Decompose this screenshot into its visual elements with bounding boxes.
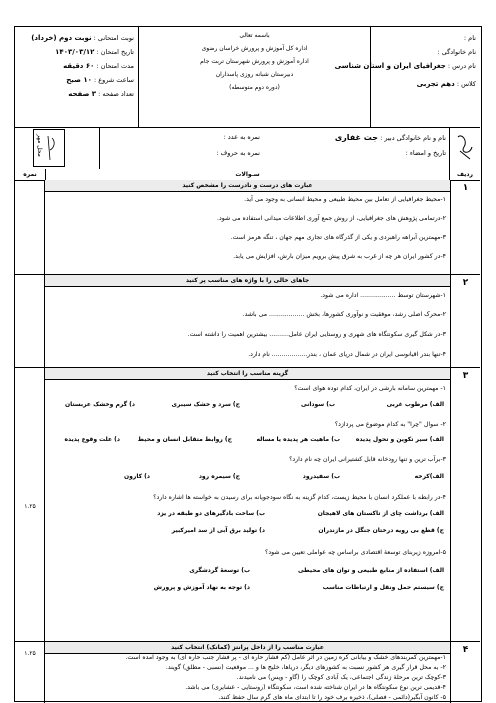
mcq-option[interactable]: ج) سرد و خشک سیبری: [171, 401, 240, 408]
mcq-option[interactable]: د) گرم وخشک عربستان: [64, 401, 135, 408]
question-1: [15, 180, 480, 275]
question-score: [15, 368, 45, 641]
exam-duration: مدت امتحان : ۶۰ دقیقه: [63, 62, 134, 70]
fill-blank-item: ۱-شهرستان توسط .................. اداره می شود.: [320, 292, 446, 299]
statement: ۱-محیط جغرافیایی از تعامل بین محیط طبیعی و محیط انسانی به وجود می آید.: [244, 196, 446, 203]
student-info: [334, 27, 480, 127]
fill-blank-item: ۳-در شکل گیری سکونتگاه های شهری و روستایی ایران عامل.......... بیشترین اهمیت را داشته است.: [187, 331, 446, 338]
mcq-option[interactable]: ب) سودانی: [301, 401, 335, 408]
question-title: عبارت مناسب را از داخل پرانتز (کمانک) انتخاب کنید: [45, 642, 450, 654]
stamp-label: محل مهر: [36, 134, 43, 157]
score-text-field[interactable]: نمره به حروف :: [216, 149, 260, 157]
school-line-2: اداره آموزش و پرورش شهرستان تربت جام: [200, 58, 309, 65]
signature-icon: [450, 127, 480, 169]
mcq-stem: ۱- مهمترین سامانه بارشی در ایران، کدام توده هوای است؟: [294, 385, 446, 392]
exam-start: ساعت شروع : ۱۰ صبح: [66, 76, 134, 84]
choice-statement: ۲- به محل قرار گیری هر کشور نسبت به کشورهای دیگر، دریاها، خلیج ها و ... موقعیت (نسبی - مطلق) گویند.: [165, 664, 446, 671]
fill-blank-item: ۲-محرک اصلی رشد، موفقیت و نوآوری کشورها، بخش .................. می باشد.: [242, 311, 446, 318]
mcq-option[interactable]: د) کارون: [124, 473, 150, 480]
exam-sheet: [14, 26, 482, 702]
score-number-field[interactable]: نمره به عدد :: [223, 133, 260, 141]
question-score: [15, 180, 45, 274]
mcq-option[interactable]: ج) قطع بی رویه درختان جنگل در مازندران: [318, 527, 444, 534]
mcq-option[interactable]: الف) استفاده از منابع طبیعی و توان های محیطی: [297, 567, 444, 574]
questions-column-header: سـوالات: [235, 171, 260, 178]
student-family-field[interactable]: نام خانوادگی :: [437, 48, 476, 56]
mcq-option[interactable]: الف) سیر تکوین و تحول پدیده: [355, 436, 444, 443]
exam-pages: تعداد صفحه : ۳ صفحه: [68, 90, 134, 98]
grading-row: [15, 127, 480, 170]
mcq-stem: ۲- سوال "چرا" به کدام موضوع می پردازد؟: [334, 421, 446, 428]
question-title: عبارت های درست و نادرست را مشخص کنید: [45, 180, 450, 192]
student-name-field[interactable]: نام :: [463, 34, 476, 42]
exam-turn: نوبت امتحانی : نوبت دوم (خرداد): [31, 34, 134, 42]
question-number: ۴: [450, 642, 480, 703]
stamp-area: [15, 127, 100, 169]
school-line-3: دبیرستان شبانه روزی پاسداران: [215, 71, 294, 78]
question-number: ۲: [450, 275, 480, 367]
mcq-option[interactable]: ب) ساخت بادگیرهای دو طبقه در یزد: [157, 510, 265, 517]
score-value: ۱.۲۵: [24, 503, 36, 510]
mcq-stem: ۵-امروزه زیربنای توسعۀ اقتصادی براساس چه عواملی تعیین می شود؟: [265, 549, 446, 556]
mcq-option[interactable]: ج) سیمره رود: [198, 473, 240, 480]
teacher-name: نام و نام خانوادگی دبیر : جت غفاری: [334, 133, 446, 142]
question-4: [15, 642, 480, 703]
mcq-option[interactable]: الف) برداشت چای از تاکستان های لاهیجان: [317, 510, 444, 517]
mcq-option[interactable]: ب) توسعۀ گردشگری: [189, 567, 250, 574]
course-name: نام درس : جغرافیای ایران و استان شناسی: [334, 62, 476, 70]
question-2: [15, 275, 480, 368]
question-title: گزینه مناسب را انتخاب کنید: [45, 368, 450, 380]
mcq-option[interactable]: ب) سفیدرود: [302, 473, 340, 480]
school-info: [138, 27, 370, 127]
fill-blank-item: ۴-تنها بندر اقیانوسی ایران در شمال دریای عمان ، بندر.................. نام دارد.: [248, 351, 446, 358]
exam-header: [15, 27, 480, 128]
statement: ۲-درتمامی پژوهش های جغرافیایی، از روش جمع آوری اطلاعات میدانی استفاده می شود.: [217, 215, 446, 222]
mcq-option[interactable]: د) تولید برق آبی از سد امیرکبیر: [171, 527, 265, 534]
choice-statement: ۵- کانون آبگیر(دائمی - فصلی)، ذخیره برف خود را تا ابتدای ماه های گرم سال حفظ کنند.: [218, 694, 446, 701]
choice-statement: ۱-مهمترین کمربندهای خشک و بیابانی کره زمین در اثر عامل (کم فشار حاره ای - پر فشار جنب حاره ای) به وجود آمده است.: [125, 654, 446, 661]
choice-statement: ۳-کوچک ترین مرحلۀ زندگی اجتماعی، یک آبادی کوچک را (گاو - ویس) می نامیدند.: [236, 674, 446, 681]
question-score: [15, 642, 45, 703]
question-title: جاهای خالی را با واژه های مناسب پر کنید: [45, 275, 450, 287]
mcq-option[interactable]: ج) سیستم حمل ونقل و ارتباطات مناسب: [322, 584, 444, 591]
statement: ۴-در کشور ایران هر چه از غرب به شرق پیش برویم میزان بارش، افزایش می یابد.: [233, 253, 446, 260]
exam-info: [15, 27, 138, 127]
school-line-1: اداره کل آموزش و پرورش خراسان رضوی: [201, 45, 308, 52]
mcq-option[interactable]: ب) ماهیت هر پدیده یا مساله: [256, 436, 340, 443]
mcq-option[interactable]: ج) روابط متقابل انسان و محیط: [137, 436, 232, 443]
school-line-4: (دوره دوم متوسطه): [229, 84, 280, 91]
question-number: ۳: [450, 368, 480, 641]
stamp-box: [33, 129, 65, 167]
mcq-option[interactable]: الف) مرطوب غربی: [386, 401, 444, 408]
question-number: ۱: [450, 180, 480, 274]
date-signature-field[interactable]: تاریخ و امضاء :: [405, 149, 446, 157]
row-column-header: ردیف: [449, 169, 480, 180]
teacher-info: [99, 127, 450, 169]
signature-mark: [449, 127, 480, 169]
exam-date: تاریخ امتحان : ۱۴۰۳/۰۳/۱۲: [55, 48, 134, 56]
score-column-header: نمره: [15, 169, 46, 180]
statement: ۳-مهمترین آبراهه راهبردی و یکی از گذرگاه های تجاری مهم جهان ، تنگه هرمز است.: [230, 234, 446, 241]
mcq-stem: ۳-برآب ترین و تنها رودخانه قابل کشتیرانی ایران چه نام دارد؟: [289, 456, 446, 463]
mcq-option[interactable]: د) توجه به نهاد آموزش و پرورش: [153, 584, 250, 591]
mcq-option[interactable]: الف)کرخه: [414, 473, 444, 480]
mcq-option[interactable]: د) علت وقوع پدیده: [64, 436, 120, 443]
score-value: ۱.۲۵: [24, 650, 36, 657]
basmala: باسمه تعالی: [239, 32, 270, 39]
mcq-stem: ۴-در رابطه با عملکرد انسان با محیط زیست، کدام گزینه به نگاه سودجویانه برای رسیدن به خواسته ها اشاره دارد؟: [153, 494, 446, 501]
choice-statement: ۴-قدیمی ترین نوع سکونتگاه ها در ایران شناخته شده است، سکونتگاه (روستایی - عشایری) می باشد.: [185, 684, 446, 691]
question-3: [15, 368, 480, 642]
class-name: کلاس : دهم تجربی: [416, 80, 476, 88]
question-score: [15, 275, 45, 367]
stamp-scribble-icon: [34, 130, 64, 166]
